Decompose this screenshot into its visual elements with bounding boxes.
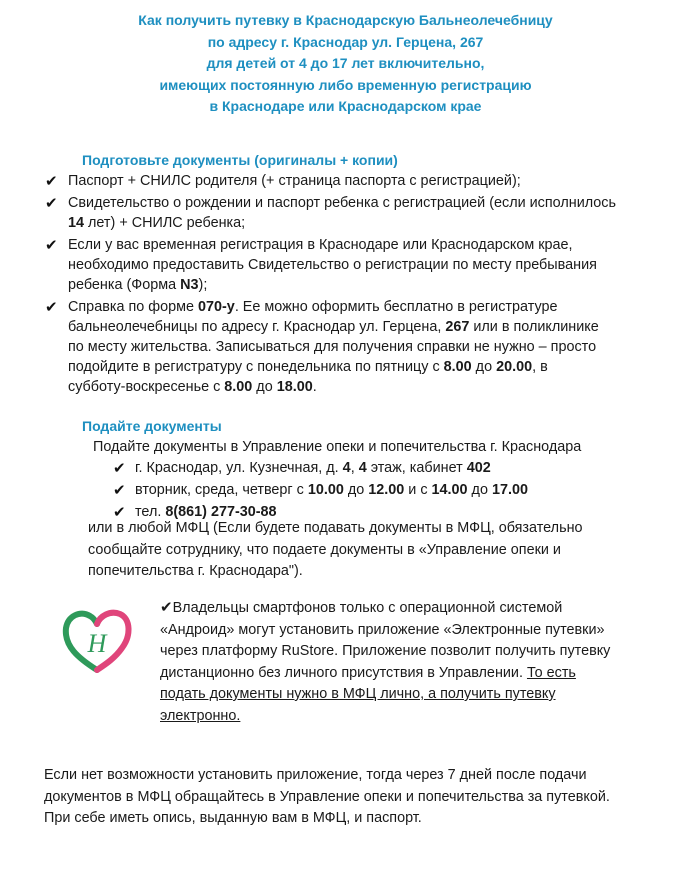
list-item [45, 297, 671, 397]
title-line-1: Как получить путевку в Краснодарскую Бальнеолечебницу [138, 12, 553, 28]
address-text: г. Краснодар, ул. Кузнечная, д. [135, 460, 343, 476]
checkmark-icon: ✔ [45, 298, 58, 316]
item-text: . Ее можно оформить бесплатно в регистратуре [234, 299, 558, 315]
item-text: до [471, 359, 497, 375]
phone-number: 8(861) 277-30-88 [165, 504, 277, 520]
time-value: 12.00 [368, 482, 405, 498]
item-text: ); [198, 277, 208, 293]
title-line-4: имеющих постоянную либо временную регистрацию [159, 76, 532, 93]
time-value: 8.00 [224, 379, 253, 395]
checkmark-icon: ✔ [113, 459, 126, 477]
android-text: через платформу RuStore. Приложение позволит получить путевку [160, 643, 611, 659]
checkmark-icon: ✔ [113, 503, 126, 521]
android-underlined-text: подать документы нужно в МФЦ лично, а получить путевку [160, 686, 556, 702]
age-value: 14 [68, 215, 85, 231]
final-note [44, 765, 674, 830]
floor-number: 4 [358, 460, 367, 476]
address-text: , [350, 460, 359, 476]
item-text: ребенка (Форма [68, 277, 181, 293]
time-value: 20.00 [496, 359, 533, 375]
final-text: При себе иметь опись, выданную вам в МФЦ, и паспорт. [44, 810, 422, 826]
android-text: дистанционно без личного присутствия в Управлении. [160, 664, 527, 681]
time-value: 14.00 [431, 482, 468, 498]
hours-text: до [343, 482, 369, 498]
list-item [45, 235, 671, 295]
item-text: необходимо предоставить Свидетельство о регистрации по месту пребывания [68, 257, 597, 273]
item-text: бальнеолечебницы по адресу г. Краснодар ул. Герцена, [68, 319, 446, 335]
list-item [45, 193, 671, 233]
time-value: 10.00 [307, 482, 344, 498]
checkmark-icon: ✔ [45, 172, 58, 190]
final-text: Если нет возможности установить приложение, тогда через 7 дней после подачи [44, 767, 587, 783]
prepare-checklist [45, 171, 671, 399]
house-number: 267 [445, 319, 470, 335]
page-title [0, 10, 691, 118]
house-number: 4 [342, 460, 351, 476]
mfc-note [88, 518, 644, 583]
list-item [45, 171, 671, 191]
item-text: субботу-воскресенье с [68, 379, 225, 395]
checkmark-icon: ✔ [45, 236, 58, 254]
android-note [160, 597, 636, 727]
list-item [113, 480, 633, 500]
android-text: «Андроид» могут установить приложение «Электронные путевки» [160, 621, 605, 638]
item-text: Справка по форме [68, 299, 198, 315]
time-value: 17.00 [491, 482, 528, 498]
item-text: . [312, 379, 317, 395]
android-text: Владельцы смартфонов только с операционной системой [172, 600, 563, 616]
submit-intro: Подайте документы в Управление опеки и попечительства г. Краснодара [93, 439, 582, 455]
time-value: 8.00 [443, 359, 472, 375]
hours-text: до [467, 482, 492, 498]
phone-label: тел. [135, 504, 166, 520]
item-text: лет) + СНИЛС ребенка; [84, 215, 246, 231]
item-text: подойдите в регистратуру с понедельника по пятницу с [68, 359, 444, 375]
title-line-5: в Краснодаре или Краснодарском крае [209, 98, 482, 114]
checkmark-icon: ✔ [45, 194, 58, 212]
item-text: или в поликлинике [469, 319, 599, 335]
checkmark-icon: ✔ [113, 481, 126, 499]
hours-text: и с [404, 482, 432, 498]
time-value: 18.00 [276, 379, 313, 395]
item-text: Если у вас временная регистрация в Краснодаре или Краснодарском крае, [68, 237, 573, 253]
list-item [113, 458, 633, 478]
address-text: этаж, кабинет [366, 460, 467, 476]
mfc-text: сообщайте сотруднику, что подаете документы в «Управление опеки и [88, 541, 561, 558]
submit-checklist [113, 458, 633, 524]
final-text: документов в МФЦ обращайтесь в Управление опеки и попечительства за путевкой. [44, 788, 610, 805]
mfc-text: попечительства г. Краснодара"). [88, 563, 303, 579]
item-text: по месту жительства. Записываться для получения справки не нужно – просто [68, 339, 597, 355]
prepare-heading: Подготовьте документы (оригиналы + копии) [82, 152, 398, 168]
mfc-text: или в любой МФЦ (Если будете подавать документы в МФЦ, обязательно [88, 520, 583, 536]
checkmark-icon: ✔ [160, 598, 173, 616]
form-code: 070-у [198, 299, 235, 315]
android-underlined-text: электронно. [160, 707, 241, 724]
item-text: Паспорт + СНИЛС родителя (+ страница паспорта с регистрацией); [68, 173, 521, 189]
submit-heading: Подайте документы [82, 418, 222, 434]
item-text: до [252, 379, 277, 395]
logo-letter: Н [87, 629, 107, 658]
room-number: 402 [466, 460, 491, 476]
hours-text: вторник, среда, четверг с [135, 482, 308, 498]
android-underlined-text: То есть [526, 664, 576, 681]
title-line-3: для детей от 4 до 17 лет включительно, [206, 55, 485, 71]
item-text: Свидетельство о рождении и паспорт ребенка с регистрацией (если исполнилось [68, 195, 616, 211]
item-text: , в [532, 359, 548, 375]
heart-logo-icon [60, 606, 134, 676]
title-line-2: по адресу г. Краснодар ул. Герцена, 267 [207, 33, 484, 50]
form-number: N3 [180, 277, 199, 293]
